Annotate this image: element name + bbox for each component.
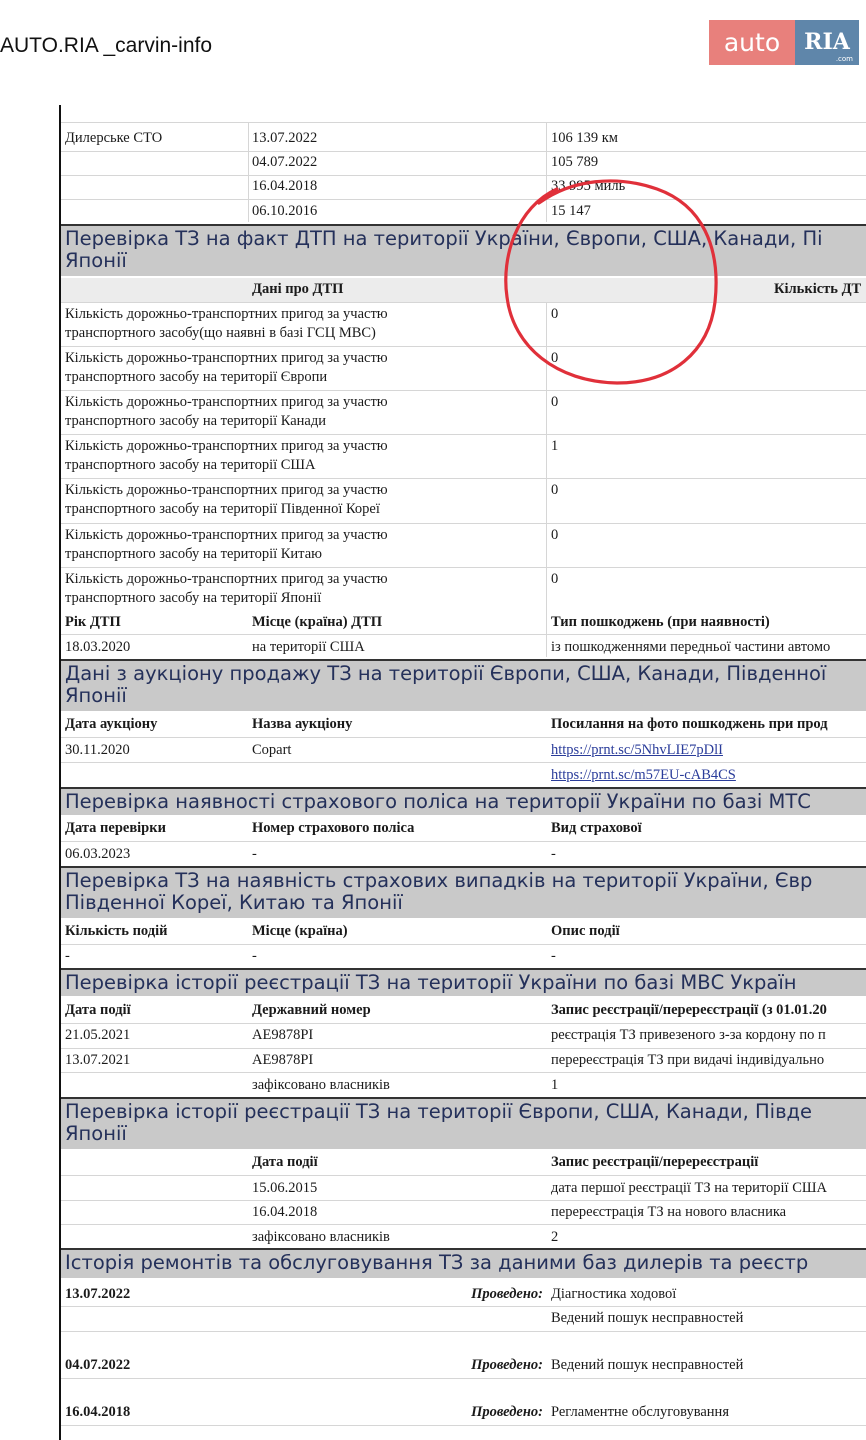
done-label: Проведено: — [471, 1357, 543, 1373]
photo-link[interactable]: https://prnt.sc/m57EU-cAB4CS — [551, 767, 736, 783]
divider — [61, 478, 866, 479]
reg-date: 21.05.2021 — [65, 1027, 131, 1043]
reg-date: 13.07.2021 — [65, 1052, 131, 1068]
accident-detail-header — [61, 611, 866, 635]
accident-count-label — [65, 526, 388, 564]
reg-date: 15.06.2015 — [252, 1180, 318, 1196]
logo-ria-text — [795, 20, 859, 65]
label-line: транспортного засобу на території Південної Кореї — [65, 501, 380, 517]
divider — [61, 841, 866, 842]
section-title-line: Дані з аукціону продажу ТЗ на території Європи, США, Канади, Південної — [65, 662, 827, 685]
insurance-number: - — [252, 846, 257, 862]
section-title-line: Південної Кореї, Китаю та Японії — [65, 891, 403, 914]
col-header: Місце (країна) — [252, 923, 348, 939]
photo-link[interactable]: https://prnt.sc/5NhvLIE7pDlI — [551, 742, 723, 758]
logo-ria-label: RIA — [804, 29, 850, 55]
section-insurance-title — [61, 787, 866, 815]
brand-text: AUTO.RIA _carvin-info — [0, 34, 213, 57]
col-header: Номер страхового поліса — [252, 820, 415, 836]
divider — [61, 1224, 866, 1225]
accident-place: на території США — [252, 639, 365, 655]
mileage-value: 33 995 миль — [551, 178, 626, 194]
accident-count-value: 0 — [551, 350, 559, 366]
auction-name: Copart — [252, 742, 292, 758]
reg-plate: AE9878PI — [252, 1052, 314, 1068]
divider — [61, 302, 866, 303]
section-title-line: Перевірка ТЗ на факт ДТП на території України, Європи, США, Канади, Пі — [65, 227, 823, 250]
accident-count-value: 1 — [551, 438, 559, 454]
service-item: Ведений пошук несправностей — [551, 1357, 744, 1373]
owners-count: 1 — [551, 1077, 559, 1093]
accident-count-label — [65, 481, 388, 519]
col-header: Місце (країна) ДТП — [252, 614, 383, 630]
page-header — [0, 0, 866, 95]
section-insured-events-title — [61, 866, 866, 918]
accident-count-label — [65, 349, 388, 387]
mileage-value: 105 789 — [551, 154, 599, 170]
reg-date: 16.04.2018 — [252, 1204, 318, 1220]
left-border-line — [59, 105, 61, 1440]
mileage-value: 15 147 — [551, 203, 591, 219]
service-date: 04.07.2022 — [65, 1357, 131, 1373]
reg-record: перереєстрація ТЗ при видачі індивідуально — [551, 1052, 825, 1068]
divider — [61, 1378, 866, 1379]
divider — [61, 567, 866, 568]
section-service-title — [61, 1248, 866, 1278]
done-label: Проведено: — [471, 1404, 543, 1420]
owners-count: 2 — [551, 1229, 559, 1245]
section-title-line: Перевірка історії реєстрації ТЗ на території України по базі МВС Україн — [65, 971, 797, 994]
section-title-line: Історія ремонтів та обслуговування ТЗ за даними баз дилерів та реєстр — [65, 1251, 809, 1274]
label-line: транспортного засобу на території Китаю — [65, 546, 322, 562]
red-circle-annotation — [497, 177, 719, 389]
section-reg-ua-title — [61, 968, 866, 996]
section-title-line: Японії — [65, 1122, 127, 1145]
divider — [61, 175, 866, 176]
label-line: транспортного засобу на території Європи — [65, 369, 328, 385]
divider — [61, 390, 866, 391]
reg-foreign-header — [61, 1151, 866, 1175]
owners-label: зафіксовано власників — [252, 1077, 390, 1093]
event-place: - — [252, 948, 257, 964]
reg-plate: AE9878PI — [252, 1027, 314, 1043]
accident-year: 18.03.2020 — [65, 639, 131, 655]
divider — [61, 1072, 866, 1073]
section-title-line: Японії — [65, 249, 127, 272]
accident-count-label — [65, 437, 388, 475]
divider — [61, 1023, 866, 1024]
col-header: Дата перевірки — [65, 820, 166, 836]
col-header: Вид страхової — [551, 820, 642, 836]
divider — [61, 1175, 866, 1176]
insurance-date: 06.03.2023 — [65, 846, 131, 862]
mileage-value: 106 139 км — [551, 130, 618, 146]
circle-stroke — [506, 181, 716, 383]
label-line: транспортного засобу на території Канади — [65, 413, 326, 429]
reg-record: перереєстрація ТЗ на нового власника — [551, 1204, 787, 1220]
col-header: Державний номер — [252, 1002, 371, 1018]
col-header: Опис події — [551, 923, 620, 939]
divider — [61, 122, 866, 123]
col-header: Дата події — [65, 1002, 131, 1018]
label-line: Кількість дорожньо-транспортних пригод за участю — [65, 350, 388, 366]
label-line: транспортного засобу на території США — [65, 457, 316, 473]
insurance-table-header — [61, 817, 866, 841]
label-line: транспортного засобу на території Японії — [65, 590, 322, 606]
section-title-line: Перевірка ТЗ на наявність страхових випадків на території України, Євр — [65, 869, 813, 892]
mileage-date: 13.07.2022 — [252, 130, 318, 146]
col-header: Посилання на фото пошкоджень при прод — [551, 716, 828, 732]
section-accidents-title — [61, 224, 866, 276]
done-label: Проведено: — [471, 1286, 543, 1302]
reg-record: реєстрація ТЗ привезеного з-за кордону по п — [551, 1027, 826, 1043]
service-item: Ведений пошук несправностей — [551, 1310, 744, 1326]
section-title-line: Перевірка наявності страхового поліса на території України по базі МТС — [65, 790, 811, 813]
col-header: Запис реєстрації/перереєстрації — [551, 1154, 759, 1170]
col-header: Запис реєстрації/перереєстрації (з 01.01.20 — [551, 1002, 827, 1018]
logo-auto-text: auto — [709, 20, 795, 65]
col-header: Назва аукціону — [252, 716, 353, 732]
mileage-source: Дилерське СТО — [65, 130, 163, 146]
accident-count-value: 0 — [551, 571, 559, 587]
report-document — [0, 95, 866, 1440]
divider — [61, 434, 866, 435]
divider — [61, 151, 866, 152]
autoria-logo[interactable] — [709, 20, 859, 65]
reg-ua-header — [61, 999, 866, 1023]
service-item: Діагностика ходової — [551, 1286, 677, 1302]
divider — [61, 523, 866, 524]
event-desc: - — [551, 948, 556, 964]
col-header: Тип пошкоджень (при наявності) — [551, 614, 770, 630]
divider — [61, 1331, 866, 1332]
label-line: Кількість дорожньо-транспортних пригод за участю — [65, 527, 388, 543]
col-header: Рік ДТП — [65, 614, 121, 630]
accident-count-value: 0 — [551, 527, 559, 543]
section-title-line: Японії — [65, 684, 127, 707]
label-line: Кількість дорожньо-транспортних пригод за участю — [65, 394, 388, 410]
label-line: Кількість дорожньо-транспортних пригод за участю — [65, 438, 388, 454]
auction-table-header — [61, 713, 866, 737]
accident-count-value: 0 — [551, 482, 559, 498]
accident-count-label — [65, 305, 388, 343]
service-item: Регламентне обслуговування — [551, 1404, 729, 1420]
accident-count-label — [65, 570, 388, 608]
col-header: Дата аукціону — [65, 716, 158, 732]
label-line: транспортного засобу(що наявні в базі ГСЦ МВС) — [65, 325, 376, 341]
label-line: Кількість дорожньо-транспортних пригод за участю — [65, 306, 388, 322]
divider — [61, 737, 866, 738]
divider — [61, 1048, 866, 1049]
mileage-date: 16.04.2018 — [252, 178, 318, 194]
divider — [61, 1306, 866, 1307]
col-header: Кількість подій — [65, 923, 168, 939]
label-line: Кількість дорожньо-транспортних пригод за участю — [65, 571, 388, 587]
divider — [61, 944, 866, 945]
service-date: 16.04.2018 — [65, 1404, 131, 1420]
col-header: Кількість ДТ — [774, 281, 862, 297]
divider — [61, 1200, 866, 1201]
logo-com-label: .com — [835, 55, 853, 63]
insurance-kind: - — [551, 846, 556, 862]
divider — [61, 762, 866, 763]
divider — [61, 1425, 866, 1426]
section-title-line: Перевірка історії реєстрації ТЗ на території Європи, США, Канади, Півде — [65, 1100, 813, 1123]
accident-count-value: 0 — [551, 306, 559, 322]
accident-count-value: 0 — [551, 394, 559, 410]
section-auction-title — [61, 659, 866, 711]
mileage-date: 04.07.2022 — [252, 154, 318, 170]
accident-type: із пошкодженнями передньої частини автомо — [551, 639, 831, 655]
col-header: Дата події — [252, 1154, 318, 1170]
divider — [61, 199, 866, 200]
reg-record: дата першої реєстрації ТЗ на території США — [551, 1180, 827, 1196]
service-date: 13.07.2022 — [65, 1286, 131, 1302]
event-count: - — [65, 948, 70, 964]
col-separator — [248, 122, 249, 222]
divider — [61, 346, 866, 347]
label-line: Кількість дорожньо-транспортних пригод за участю — [65, 482, 388, 498]
insured-events-header — [61, 920, 866, 944]
accidents-table-header — [61, 278, 866, 302]
section-reg-foreign-title — [61, 1097, 866, 1149]
divider — [61, 634, 866, 635]
mileage-date: 06.10.2016 — [252, 203, 318, 219]
col-header: Дані про ДТП — [252, 281, 344, 297]
accident-count-label — [65, 393, 388, 431]
owners-label: зафіксовано власників — [252, 1229, 390, 1245]
auction-date: 30.11.2020 — [65, 742, 130, 758]
